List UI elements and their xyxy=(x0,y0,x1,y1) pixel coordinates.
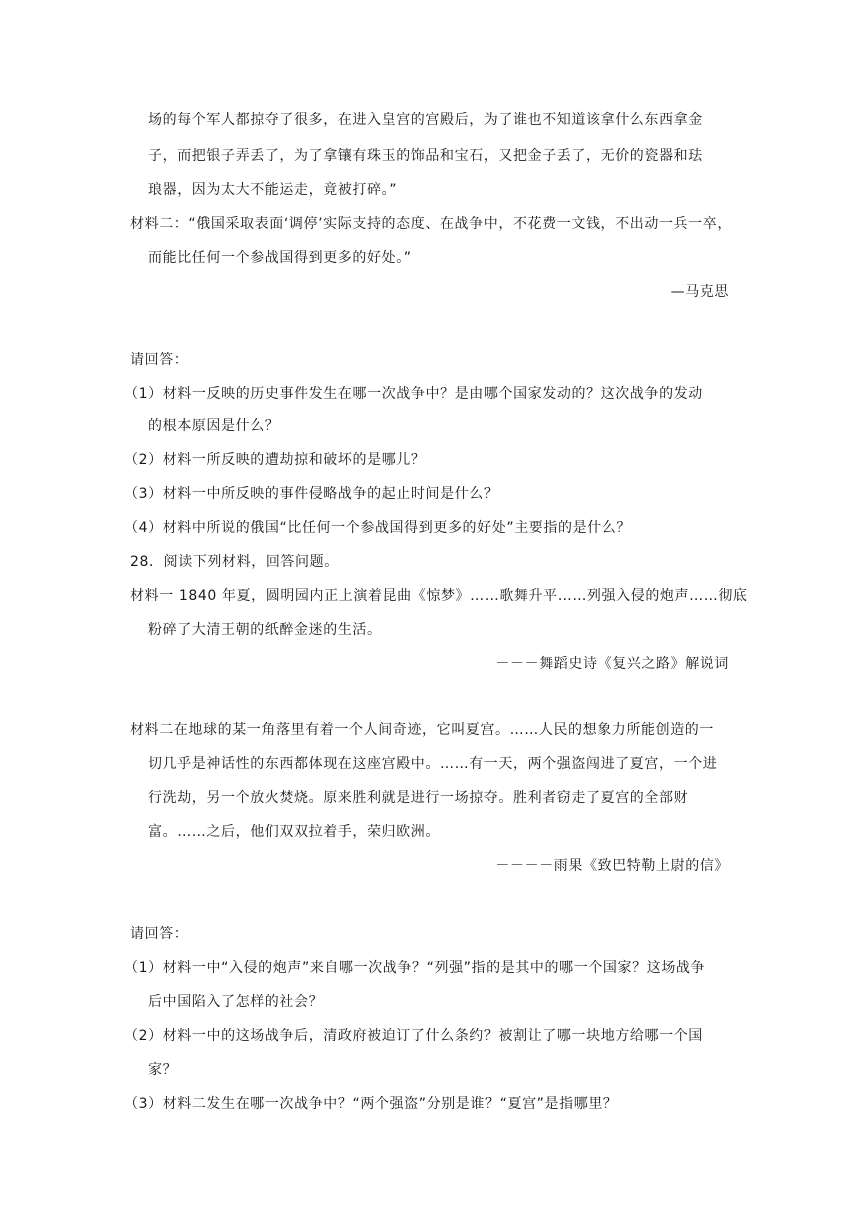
material-1-continuation-line-3: 琅器，因为太大不能运走，竟被打碎。” xyxy=(148,182,398,198)
question-27-2: （2）材料一所反映的遭劫掠和破坏的是哪儿？ xyxy=(124,452,426,468)
material-1-continuation-line-2: 子，而把银子弄丢了，为了拿镶有珠玉的饰品和宝石，又把金子丢了，无价的瓷器和珐 xyxy=(148,148,703,164)
question-28-1-line-1: （1）材料一中“入侵的炮声”来自哪一次战争？“列强”指的是其中的哪一个国家？这场战争 xyxy=(124,960,706,976)
answer-prompt-28: 请回答： xyxy=(130,926,189,942)
question-27-3: （3）材料一中所反映的事件侵略战争的起止时间是什么？ xyxy=(124,486,499,502)
question-27-4: （4）材料中所说的俄国“比任何一个参战国得到更多的好处”主要指的是什么？ xyxy=(124,520,632,536)
question-27-1-line-2: 的根本原因是什么？ xyxy=(148,418,280,434)
question-28-material-2-line-3: 行洗劫，另一个放火焚烧。原来胜利就是进行一场掠夺。胜利者窃走了夏宫的全部财 xyxy=(148,790,689,806)
question-27-1-line-1: （1）材料一反映的历史事件发生在哪一次战争中？是由哪个国家发动的？这次战争的发动 xyxy=(124,386,703,402)
question-28-material-2-line-4: 富。……之后，他们双双拉着手，荣归欧洲。 xyxy=(148,824,440,840)
material-1-continuation-line-1: 场的每个军人都掠夺了很多，在进入皇宫的宫殿后，为了谁也不知道该拿什么东西拿金 xyxy=(148,112,703,128)
question-28-heading: 28．阅读下列材料，回答问题。 xyxy=(130,554,339,570)
question-28-2-line-2: 家？ xyxy=(148,1062,178,1078)
question-28-material-1-source: －－－舞蹈史诗《复兴之路》解说词 xyxy=(495,656,729,672)
question-28-3: （3）材料二发生在哪一次战争中？“两个强盗”分别是谁？“夏宫”是指哪里？ xyxy=(124,1096,618,1112)
question-28-2-line-1: （2）材料一中的这场战争后，清政府被迫订了什么条约？被割让了哪一块地方给哪一个国 xyxy=(124,1028,703,1044)
question-28-1-line-2: 后中国陷入了怎样的社会？ xyxy=(148,994,324,1010)
answer-prompt-27: 请回答： xyxy=(130,352,189,368)
material-2-line-1: 材料二：“俄国采取表面‘调停’实际支持的态度、在战争中，不花费一文钱，不出动一兵一卒， xyxy=(130,216,732,232)
question-28-material-1-line-1: 材料一 1840 年夏，圆明园内正上演着昆曲《惊梦》……歌舞升平……列强入侵的炮声……彻底 xyxy=(130,588,748,604)
question-28-material-2-line-2: 切几乎是神话性的东西都体现在这座宫殿中。……有一天，两个强盗闯进了夏宫，一个进 xyxy=(148,756,718,772)
question-28-material-1-line-2: 粉碎了大清王朝的纸醉金迷的生活。 xyxy=(148,622,382,638)
material-2-line-2: 而能比任何一个参战国得到更多的好处。” xyxy=(148,250,412,266)
question-28-material-2-line-1: 材料二在地球的某一角落里有着一个人间奇迹，它叫夏宫。……人民的想象力所能创造的一 xyxy=(130,722,714,738)
material-2-source: —马克思 xyxy=(670,284,729,300)
question-28-material-2-source: －－－－雨果《致巴特勒上尉的信》 xyxy=(495,858,729,874)
